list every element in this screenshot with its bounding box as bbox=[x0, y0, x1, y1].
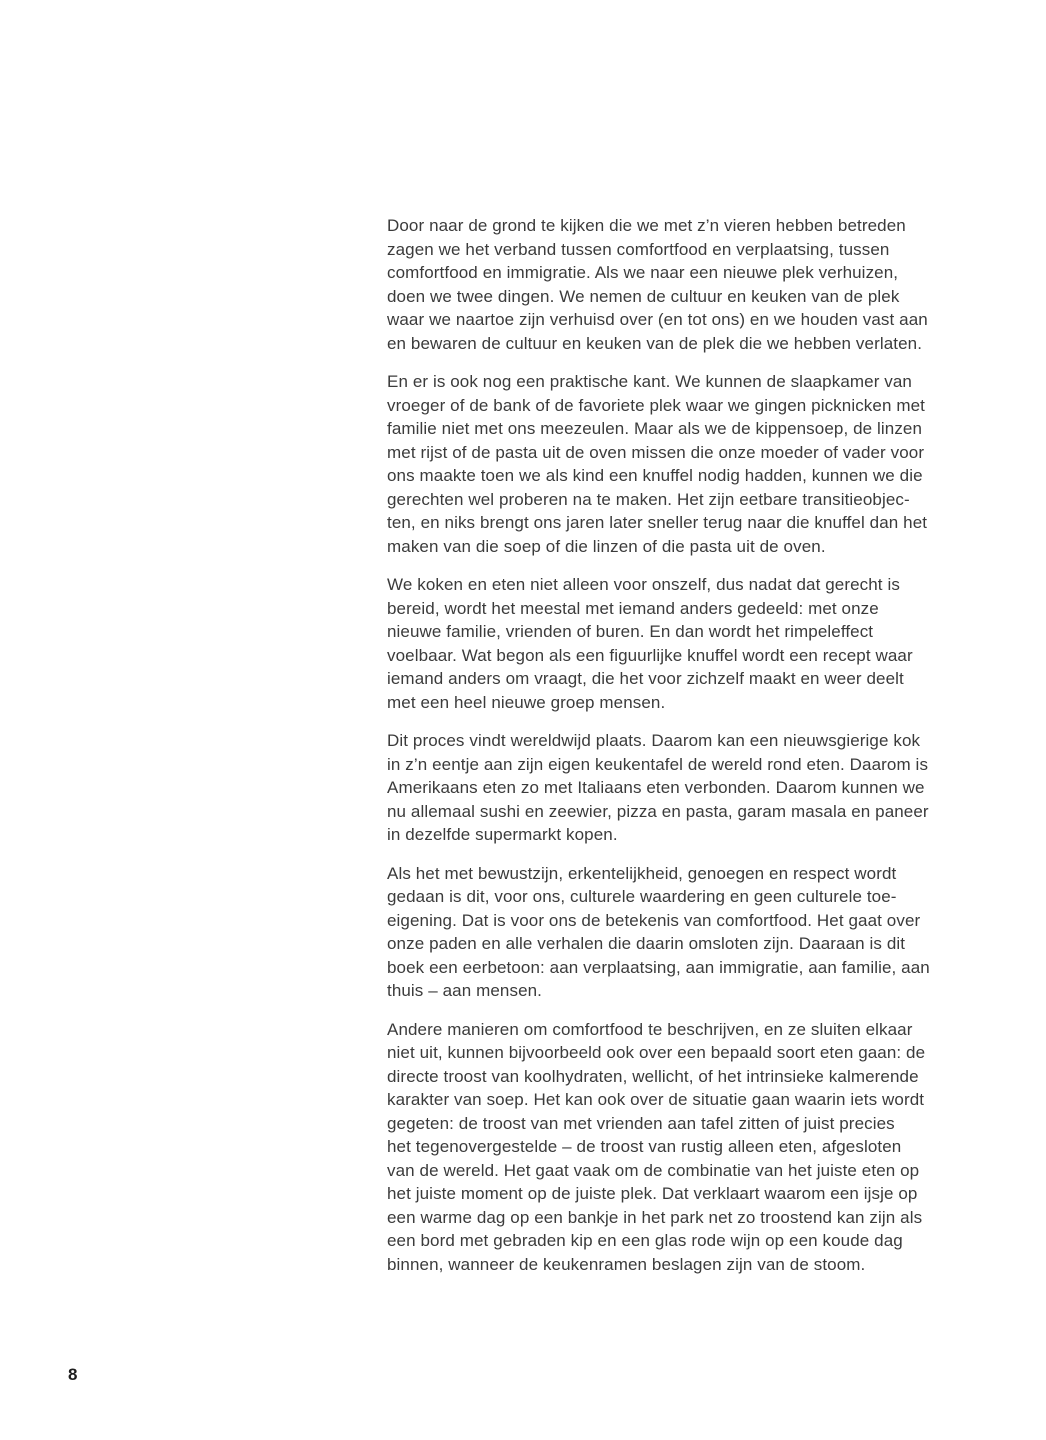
text-line: van de wereld. Het gaat vaak om de combinatie van het juiste eten op bbox=[387, 1160, 920, 1180]
text-line: waar we naartoe zijn verhuisd over (en tot ons) en we houden vast aan bbox=[387, 310, 928, 329]
text-line: Andere manieren om comfortfood te beschrijven, en ze sluiten elkaar bbox=[387, 1019, 913, 1039]
text-line: nu allemaal sushi en zeewier, pizza en pasta, garam masala en paneer bbox=[387, 801, 929, 821]
page-footer bbox=[68, 1366, 77, 1385]
text-line: een bord met gebraden kip en een glas rode wijn op een koude dag bbox=[387, 1231, 903, 1250]
text-line: ten, en niks brengt ons jaren later sneller terug naar die knuffel dan het bbox=[387, 513, 928, 532]
text-line: met rijst of de pasta uit de oven missen die onze moeder of vader voor bbox=[387, 442, 925, 462]
text-line: eigening. Dat is voor ons de betekenis van comfortfood. Het gaat over bbox=[387, 910, 921, 930]
text-line: karakter van soep. Het kan ook over de situatie gaan waarin iets wordt bbox=[387, 1090, 925, 1109]
text-line: bereid, wordt het meestal met iemand anders gedeeld: met onze bbox=[387, 598, 879, 618]
paragraph bbox=[387, 573, 979, 714]
paragraph bbox=[387, 214, 979, 355]
text-line: gerechten wel proberen na te maken. Het zijn eetbare transitieobjec- bbox=[387, 489, 910, 509]
text-line: comfortfood en immigratie. Als we naar een nieuwe plek verhuizen, bbox=[387, 263, 899, 282]
paragraph bbox=[387, 729, 979, 847]
text-line: een warme dag op een bankje in het park net zo troostend kan zijn als bbox=[387, 1207, 923, 1227]
text-line: familie niet met ons meezeulen. Maar als we de kippensoep, de linzen bbox=[387, 419, 923, 438]
text-line: Dit proces vindt wereldwijd plaats. Daarom kan een nieuwsgierige kok bbox=[387, 731, 921, 750]
text-line: in dezelfde supermarkt kopen. bbox=[387, 825, 618, 844]
text-line: ons maakte toen we als kind een knuffel nodig hadden, kunnen we die bbox=[387, 466, 923, 485]
text-line: Door naar de grond te kijken die we met z’n vieren hebben betreden bbox=[387, 216, 906, 235]
page-number: 8 bbox=[68, 1365, 78, 1384]
text-line: thuis – aan mensen. bbox=[387, 981, 542, 1000]
text-line: Als het met bewustzijn, erkentelijkheid, genoegen en respect wordt bbox=[387, 863, 897, 883]
text-line: iemand anders om vraagt, die het voor zichzelf maakt en weer deelt bbox=[387, 669, 904, 688]
text-line: het juiste moment op de juiste plek. Dat verklaart waarom een ijsje op bbox=[387, 1184, 918, 1203]
text-line: En er is ook nog een praktische kant. We kunnen de slaapkamer van bbox=[387, 372, 912, 391]
text-line: binnen, wanneer de keukenramen beslagen zijn van de stoom. bbox=[387, 1254, 866, 1274]
paragraph bbox=[387, 862, 979, 1003]
text-line: niet uit, kunnen bijvoorbeeld ook over een bepaald soort eten gaan: de bbox=[387, 1043, 926, 1062]
body-text bbox=[387, 214, 979, 1291]
text-line: doen we twee dingen. We nemen de cultuur en keuken van de plek bbox=[387, 286, 900, 306]
text-line: nieuwe familie, vrienden of buren. En dan wordt het rimpeleffect bbox=[387, 622, 874, 641]
text-line: gegeten: de troost van met vrienden aan tafel zitten of juist precies bbox=[387, 1113, 895, 1133]
text-line: directe troost van koolhydraten, wellicht, of het intrinsieke kalmerende bbox=[387, 1066, 919, 1086]
paragraph bbox=[387, 1018, 979, 1277]
text-line: voelbaar. Wat begon als een figuurlijke knuffel wordt een recept waar bbox=[387, 645, 913, 665]
text-line: het tegenovergestelde – de troost van rustig alleen eten, afgesloten bbox=[387, 1137, 902, 1156]
text-line: in z’n eentje aan zijn eigen keukentafel de wereld rond eten. Daarom is bbox=[387, 754, 929, 774]
text-line: onze paden en alle verhalen die daarin omsloten zijn. Daaraan is dit bbox=[387, 934, 906, 953]
text-line: zagen we het verband tussen comfortfood en verplaatsing, tussen bbox=[387, 239, 890, 259]
text-line: Amerikaans eten zo met Italiaans eten verbonden. Daarom kunnen we bbox=[387, 778, 925, 797]
text-line: gedaan is dit, voor ons, culturele waardering en geen culturele toe- bbox=[387, 887, 897, 906]
text-line: We koken en eten niet alleen voor onszelf, dus nadat dat gerecht is bbox=[387, 575, 900, 594]
text-line: en bewaren de cultuur en keuken van de plek die we hebben verlaten. bbox=[387, 333, 923, 353]
text-line: boek een eerbetoon: aan verplaatsing, aan immigratie, aan familie, aan bbox=[387, 957, 930, 977]
text-line: met een heel nieuwe groep mensen. bbox=[387, 692, 666, 712]
paragraph bbox=[387, 370, 979, 558]
text-line: maken van die soep of die linzen of die pasta uit de oven. bbox=[387, 536, 826, 556]
text-line: vroeger of de bank of de favoriete plek waar we gingen picknicken met bbox=[387, 395, 925, 415]
